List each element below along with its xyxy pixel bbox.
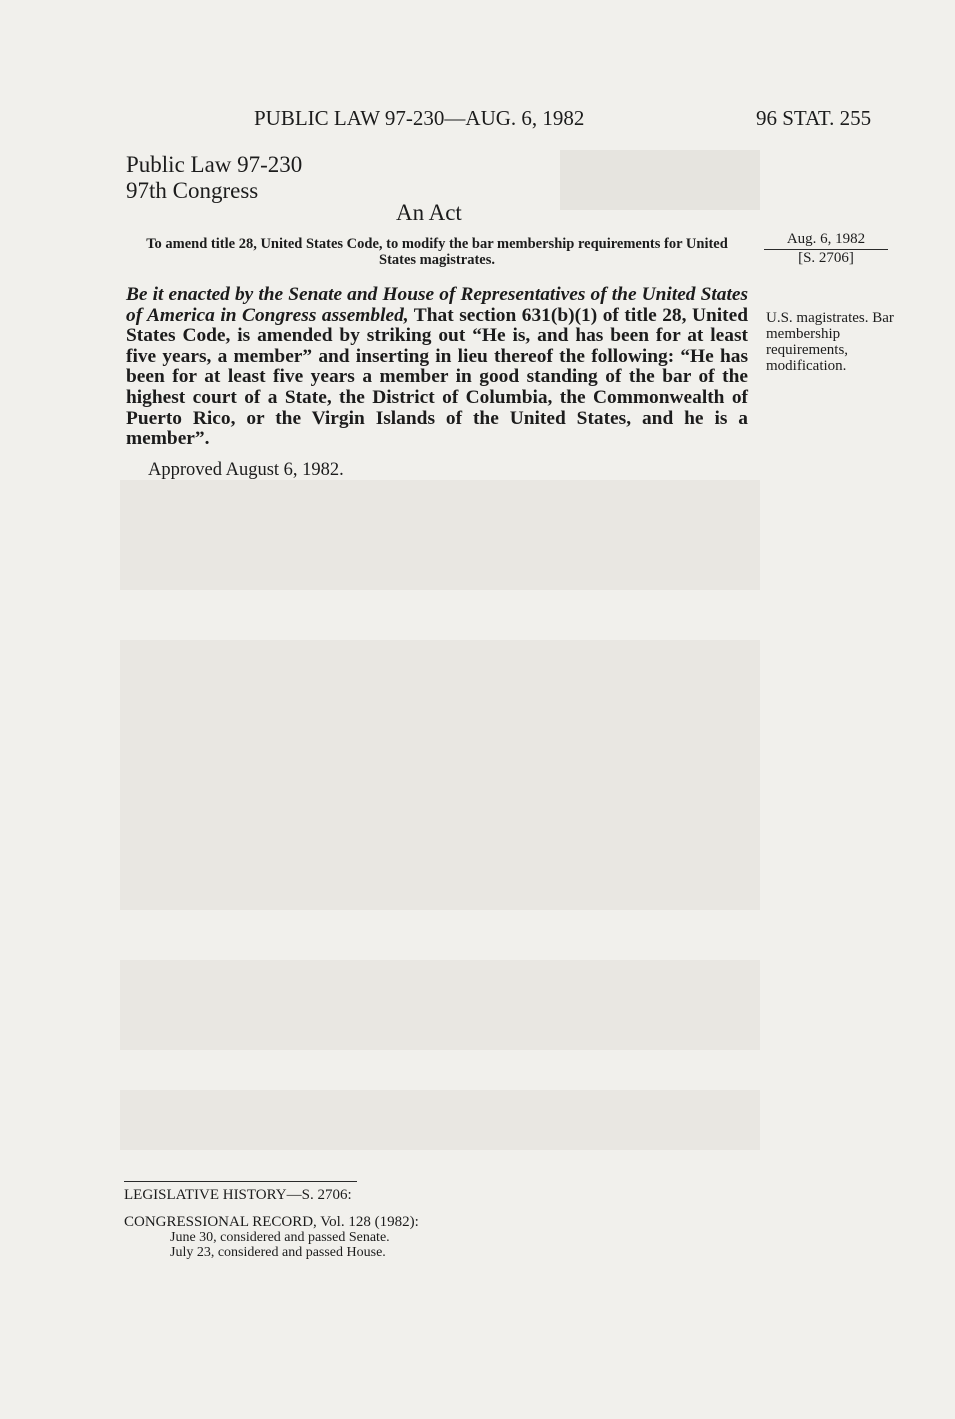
stat-page-number: 96 STAT. 255 [756,106,872,130]
margin-date-block [764,231,888,267]
running-head: PUBLIC LAW 97-230—AUG. 6, 1982 [254,106,585,130]
act-purpose: To amend title 28, United States Code, to modify the bar membership requirements for United States magistrates. [146,236,728,268]
margin-note: U.S. magistrates. Bar membership requirements, modification. [766,310,894,374]
approval-line: Approved August 6, 1982. [148,460,344,480]
act-title: An Act [396,200,462,225]
congress-number: 97th Congress [126,178,259,203]
enacting-clause: Be it enacted by the Senate and House of Representatives of the United States of America in Congress assembled, [126,284,748,326]
margin-bill-number: [S. 2706] [798,250,854,266]
act-body [126,285,748,450]
public-law-number: Public Law 97-230 [126,152,303,177]
margin-date: Aug. 6, 1982 [764,231,888,250]
history-entry: July 23, considered and passed House. [170,1245,386,1260]
congressional-record-line: CONGRESSIONAL RECORD, Vol. 128 (1982): [124,1214,419,1230]
legislative-history-heading: LEGISLATIVE HISTORY—S. 2706: [124,1187,352,1203]
footnote-rule [124,1181,357,1182]
act-text: That section 631(b)(1) of title 28, United States Code, is amended by striking out “He is, and has been for at least five years, a member” and inserting in lieu thereof the following: “He has been for at least five years a member in good standing of the bar of the highest court of a State, the District of Columbia, the Commonwealth of Puerto Rico, or the Virgin Islands of the United States, and he is a member”. [126,304,748,450]
history-entry: June 30, considered and passed Senate. [170,1230,390,1245]
